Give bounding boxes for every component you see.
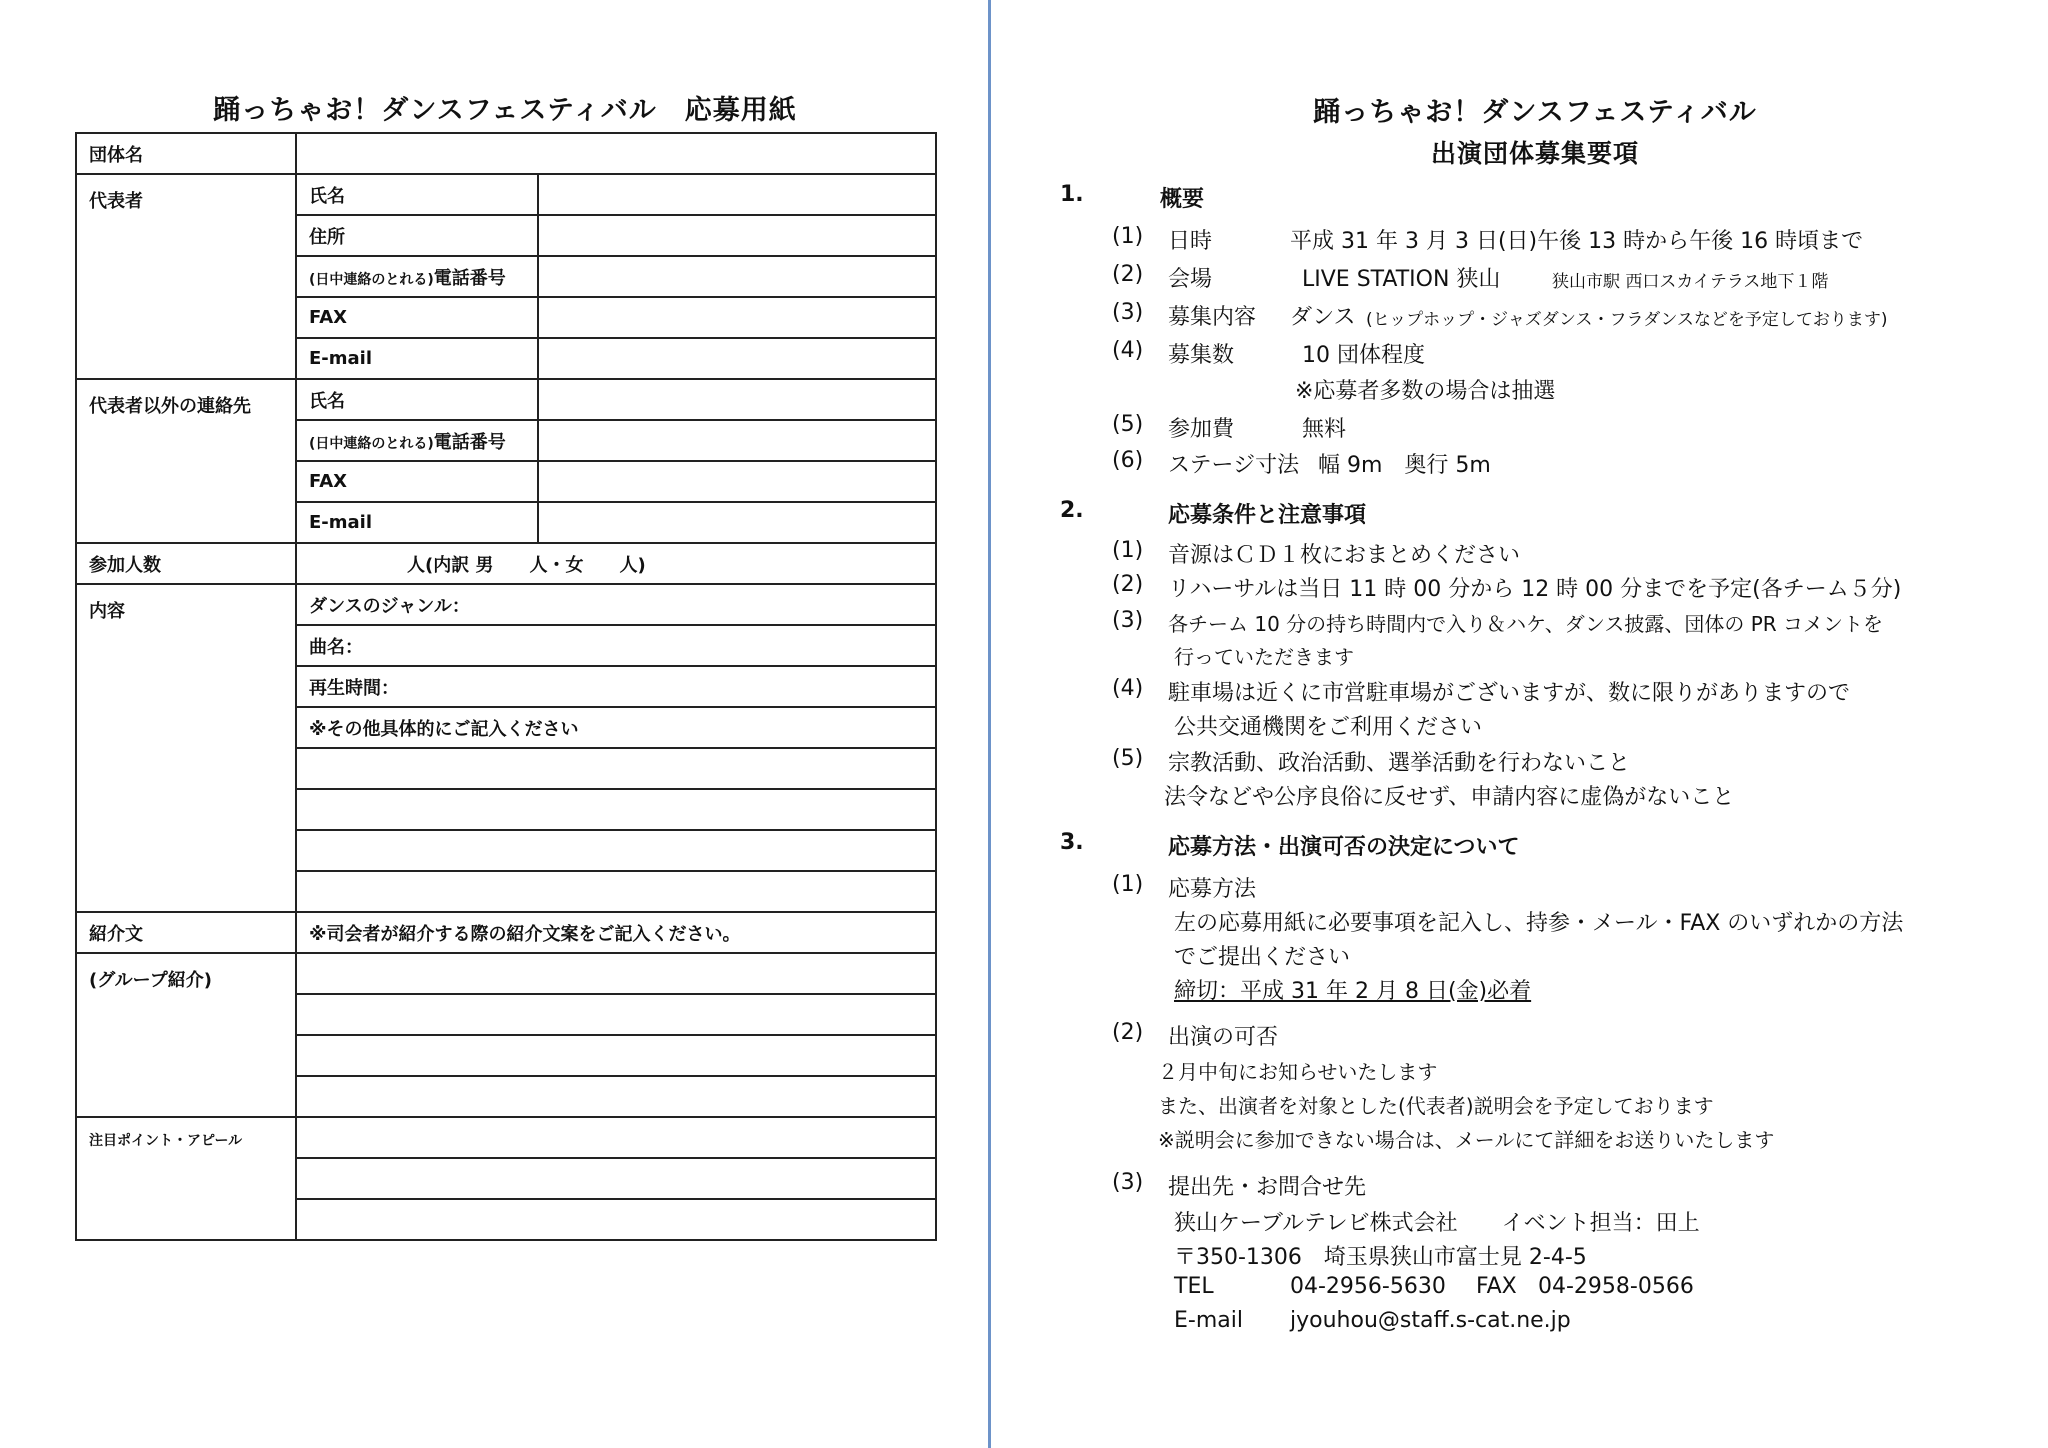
s1-item-1-label: 日時 bbox=[1168, 229, 1213, 254]
s1-item-6-number: (6) bbox=[1112, 448, 1144, 473]
s1-item-5-label: 参加費 bbox=[1168, 417, 1235, 442]
contact-fax-label: FAX bbox=[1476, 1274, 1517, 1299]
rep-address-label: 住所 bbox=[296, 215, 538, 256]
rep-fax-field[interactable] bbox=[538, 297, 936, 338]
s3-item-1-label: 応募方法 bbox=[1168, 877, 1257, 902]
s1-item-4-note: ※応募者多数の場合は抽選 bbox=[1295, 379, 1556, 404]
s3-item-2-line-2: また、出演者を対象とした(代表者)説明会を予定しております bbox=[1158, 1094, 1714, 1118]
s3-item-3-label: 提出先・お問合せ先 bbox=[1168, 1175, 1367, 1200]
s2-item-5-text: 宗教活動、政治活動、選挙活動を行わないこと bbox=[1168, 751, 1631, 776]
contact-name-field[interactable] bbox=[538, 379, 936, 420]
contact-phone-note: (日中連絡のとれる) bbox=[309, 435, 434, 452]
s1-item-2-label: 会場 bbox=[1168, 267, 1213, 292]
s2-item-3-text-cont: 行っていただきます bbox=[1174, 645, 1354, 669]
application-form-table bbox=[75, 132, 937, 1241]
section-3-number: 3. bbox=[1060, 830, 1084, 855]
contact-email-link[interactable]: jyouhou@staff.s-cat.ne.jp bbox=[1290, 1308, 1571, 1333]
contact-phone-text: 電話番号 bbox=[433, 431, 506, 453]
section-1-heading: 概要 bbox=[1160, 187, 1205, 212]
contact-phone-field[interactable] bbox=[538, 420, 936, 461]
participants-label: 参加人数 bbox=[76, 543, 296, 584]
s3-item-1-line-2: でご提出ください bbox=[1174, 945, 1351, 970]
s1-item-1-number: (1) bbox=[1112, 224, 1144, 249]
other-details-field[interactable]: ※その他具体的にご記入ください bbox=[296, 707, 936, 748]
contact-email-field[interactable] bbox=[538, 502, 936, 543]
s1-item-1-value: 平成 31 年 3 月 3 日(日)午後 13 時から午後 16 時頃まで bbox=[1290, 229, 1864, 254]
s2-item-4-text: 駐車場は近くに市営駐車場がございますが、数に限りがありますので bbox=[1168, 681, 1851, 706]
s2-item-5-number: (5) bbox=[1112, 746, 1144, 771]
group-name-label: 団体名 bbox=[76, 133, 296, 174]
contact-email-label: E-mail bbox=[296, 502, 538, 543]
s3-item-2-line-3: ※説明会に参加できない場合は、メールにて詳細をお送りいたします bbox=[1158, 1128, 1775, 1152]
contact-fax-field[interactable] bbox=[538, 461, 936, 502]
rep-phone-text: 電話番号 bbox=[433, 267, 506, 289]
s1-item-4-label: 募集数 bbox=[1168, 343, 1235, 368]
rep-phone-label bbox=[296, 256, 538, 297]
s3-item-1-number: (1) bbox=[1112, 872, 1144, 897]
contact-email-label: E-mail bbox=[1174, 1308, 1243, 1333]
rep-email-field[interactable] bbox=[538, 338, 936, 379]
s3-item-2-number: (2) bbox=[1112, 1020, 1144, 1045]
s1-item-6-label: ステージ寸法 bbox=[1168, 453, 1300, 478]
rep-name-field[interactable] bbox=[538, 174, 936, 215]
section-1-number: 1. bbox=[1060, 182, 1084, 207]
details-line[interactable] bbox=[296, 871, 936, 912]
content-label: 内容 bbox=[76, 584, 296, 912]
s3-item-2-label: 出演の可否 bbox=[1168, 1025, 1279, 1050]
group-name-field[interactable] bbox=[296, 133, 936, 174]
s2-item-1-text: 音源はＣＤ１枚におまとめください bbox=[1168, 543, 1521, 568]
s1-item-3-note: (ヒップホップ・ジャズダンス・フラダンスなどを予定しております) bbox=[1366, 310, 1888, 330]
s1-item-5-number: (5) bbox=[1112, 412, 1144, 437]
s2-item-4-number: (4) bbox=[1112, 676, 1144, 701]
intro-line[interactable] bbox=[296, 994, 936, 1035]
s2-item-2-number: (2) bbox=[1112, 572, 1144, 597]
contact-phone-label bbox=[296, 420, 538, 461]
section-2-heading: 応募条件と注意事項 bbox=[1168, 503, 1367, 528]
group-intro-label: (グループ紹介) bbox=[76, 953, 296, 1117]
contact-tel-label: TEL bbox=[1174, 1274, 1214, 1299]
s2-item-4-text-cont: 公共交通機関をご利用ください bbox=[1174, 715, 1483, 740]
intro-line[interactable] bbox=[296, 953, 936, 994]
s1-item-2-note: 狭山市駅 西口スカイテラス地下１階 bbox=[1552, 272, 1829, 292]
s2-item-3-number: (3) bbox=[1112, 608, 1144, 633]
s1-item-4-value: 10 団体程度 bbox=[1302, 343, 1425, 368]
s1-item-3-value: ダンス bbox=[1290, 305, 1356, 330]
s1-item-2-number: (2) bbox=[1112, 262, 1144, 287]
contact-tel: 04-2956-5630 bbox=[1290, 1274, 1446, 1299]
s3-item-2-line-1: ２月中旬にお知らせいたします bbox=[1158, 1060, 1438, 1084]
s1-item-4-number: (4) bbox=[1112, 338, 1144, 363]
contact-name-label: 氏名 bbox=[296, 379, 538, 420]
s2-item-5-text-cont: 法令などや公序良俗に反せず、申請内容に虚偽がないこと bbox=[1164, 785, 1735, 810]
other-contact-label: 代表者以外の連絡先 bbox=[76, 379, 296, 543]
s1-item-5-value: 無料 bbox=[1302, 417, 1347, 442]
details-line[interactable] bbox=[296, 748, 936, 789]
contact-company: 狭山ケーブルテレビ株式会社 イベント担当：田上 bbox=[1174, 1211, 1700, 1236]
song-field[interactable]: 曲名： bbox=[296, 625, 936, 666]
s2-item-1-number: (1) bbox=[1112, 538, 1144, 563]
intro-line[interactable] bbox=[296, 1035, 936, 1076]
appeal-line[interactable] bbox=[296, 1158, 936, 1199]
genre-field[interactable]: ダンスのジャンル： bbox=[296, 584, 936, 625]
s3-item-3-number: (3) bbox=[1112, 1170, 1144, 1195]
participants-field[interactable]: 人(内訳 男 人・女 人) bbox=[296, 543, 936, 584]
s2-item-3-text: 各チーム 10 分の持ち時間内で入り＆ハケ、ダンス披露、団体の PR コメントを bbox=[1168, 612, 1884, 636]
rep-address-field[interactable] bbox=[538, 215, 936, 256]
guide-subtitle: 出演団体募集要項 bbox=[1430, 139, 1639, 168]
s1-item-2-value: LIVE STATION 狭山 bbox=[1302, 267, 1501, 292]
s2-item-2-text: リハーサルは当日 11 時 00 分から 12 時 00 分までを予定(各チーム５分) bbox=[1168, 577, 1902, 602]
appeal-line[interactable] bbox=[296, 1117, 936, 1158]
representative-label: 代表者 bbox=[76, 174, 296, 379]
details-line[interactable] bbox=[296, 789, 936, 830]
s1-item-6-value: 幅 9m 奥行 5m bbox=[1318, 453, 1491, 478]
rep-phone-field[interactable] bbox=[538, 256, 936, 297]
rep-email-label: E-mail bbox=[296, 338, 538, 379]
page-divider bbox=[988, 0, 991, 1448]
s3-deadline: 締切：平成 31 年 2 月 8 日(金)必着 bbox=[1174, 979, 1532, 1004]
appeal-line[interactable] bbox=[296, 1199, 936, 1240]
rep-phone-note: (日中連絡のとれる) bbox=[309, 271, 434, 288]
contact-fax: 04-2958-0566 bbox=[1538, 1274, 1694, 1299]
section-3-heading: 応募方法・出演可否の決定について bbox=[1168, 835, 1520, 860]
form-title: 踊っちゃお！ダンスフェスティバル 応募用紙 bbox=[213, 95, 797, 126]
s3-item-1-line-1: 左の応募用紙に必要事項を記入し、持参・メール・FAX のいずれかの方法 bbox=[1174, 911, 1904, 936]
s1-item-3-number: (3) bbox=[1112, 300, 1144, 325]
guide-title: 踊っちゃお！ダンスフェスティバル bbox=[1313, 97, 1757, 128]
appeal-label: 注目ポイント・アピール bbox=[76, 1117, 296, 1240]
details-line[interactable] bbox=[296, 830, 936, 871]
contact-fax-label: FAX bbox=[296, 461, 538, 502]
playtime-field[interactable]: 再生時間： bbox=[296, 666, 936, 707]
intro-note: ※司会者が紹介する際の紹介文案をご記入ください。 bbox=[296, 912, 936, 953]
guidelines-page bbox=[1040, 0, 2030, 1448]
intro-line[interactable] bbox=[296, 1076, 936, 1117]
section-2-number: 2. bbox=[1060, 498, 1084, 523]
s1-item-3-label: 募集内容 bbox=[1168, 305, 1257, 330]
intro-label: 紹介文 bbox=[76, 912, 296, 953]
rep-name-label: 氏名 bbox=[296, 174, 538, 215]
rep-fax-label: FAX bbox=[296, 297, 538, 338]
contact-address: 〒350-1306 埼玉県狭山市富士見 2-4-5 bbox=[1174, 1245, 1587, 1270]
